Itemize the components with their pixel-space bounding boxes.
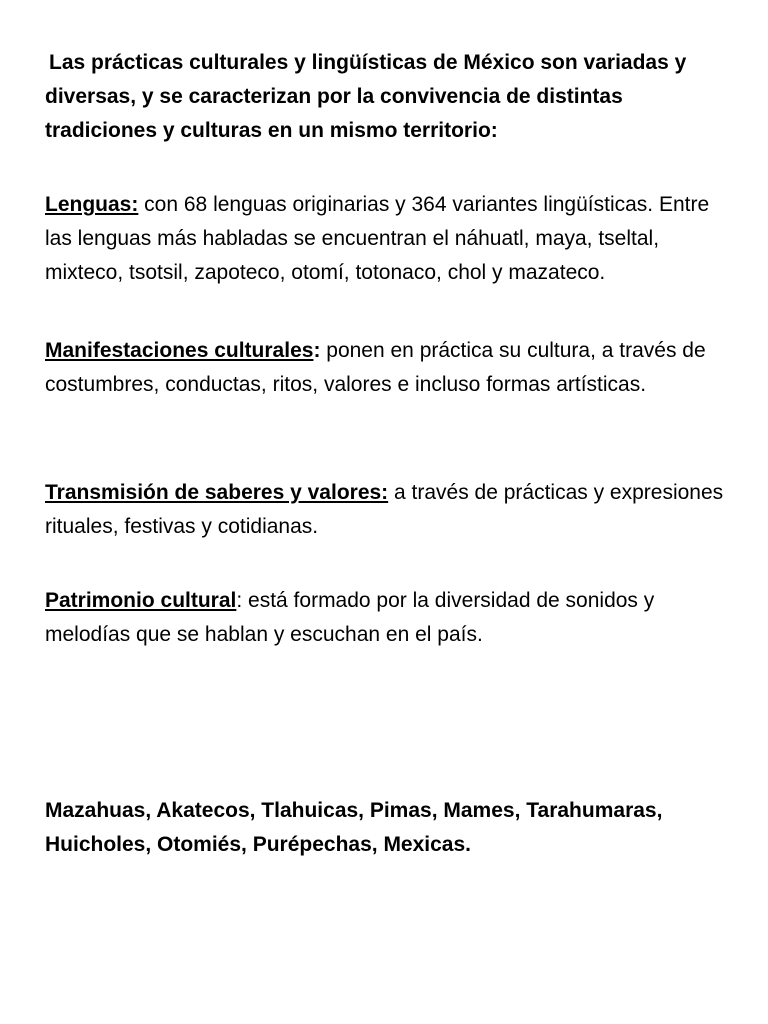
- section-term-suffix: :: [313, 339, 321, 362]
- section-text: con 68 lenguas originarias y 364 variantes lingüísticas. Entre las lenguas más habladas se encuentran el náhuatl, maya, tseltal, mixteco, tsotsil, zapoteco, otomí, totonaco, chol y mazateco.: [45, 193, 710, 284]
- section-patrimonio: [45, 584, 735, 652]
- section-text: ponen en práctica su cultura, a través de costumbres, conductas, ritos, valores e incluso formas artísticas.: [45, 339, 706, 396]
- peoples-list: Mazahuas, Akatecos, Tlahuicas, Pimas, Mames, Tarahumaras, Huicholes, Otomiés, Purépechas, Mexicas.: [45, 799, 663, 856]
- section-term: Manifestaciones culturales: [45, 339, 314, 362]
- section-term: Patrimonio cultural: [45, 589, 237, 612]
- section-manifestaciones: [45, 334, 735, 402]
- section-transmision: [45, 476, 735, 544]
- section-term: Lenguas:: [45, 193, 139, 216]
- section-term: Transmisión de saberes y valores:: [45, 481, 389, 504]
- section-lenguas: [45, 188, 735, 290]
- section-text: : está formado por la diversidad de sonidos y melodías que se hablan y escuchan en el país.: [45, 589, 655, 646]
- intro-paragraph: Las prácticas culturales y lingüísticas de México son variadas y diversas, y se caracterizan por la convivencia de distintas tradiciones y culturas en un mismo territorio:: [45, 51, 687, 142]
- section-text: a través de prácticas y expresiones rituales, festivas y cotidianas.: [45, 481, 724, 538]
